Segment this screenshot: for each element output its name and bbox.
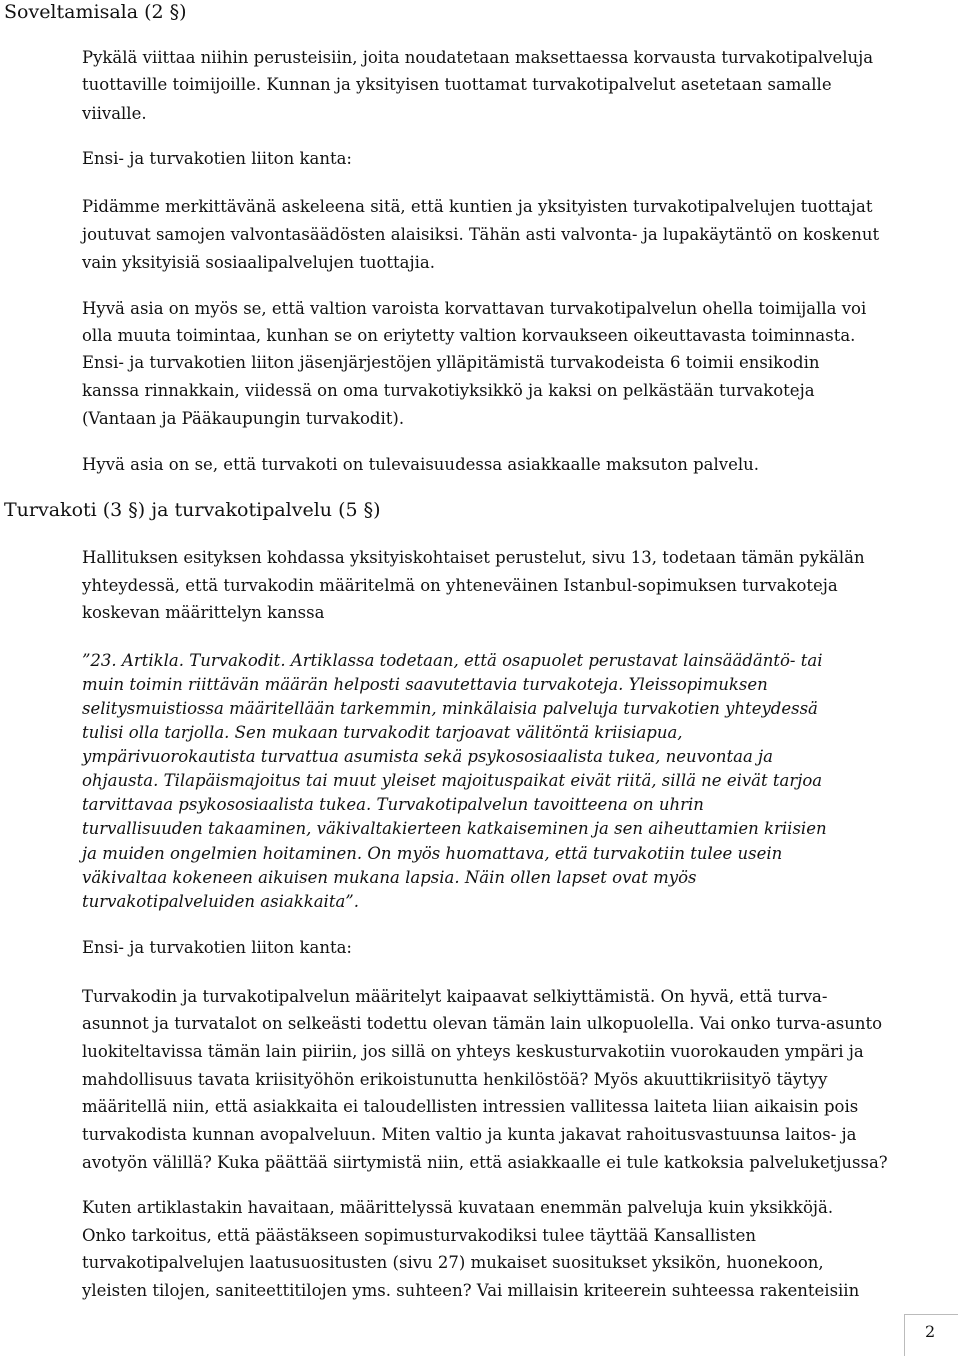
statement-label: Ensi- ja turvakotien liiton kanta: — [82, 938, 352, 957]
text-line: joutuvat samojen valvontasäädösten alaisiksi. Tähän asti valvonta- ja lupakäytäntö on koskenut — [82, 225, 880, 244]
quote-line: ympärivuorokautista turvattua asumista sekä psykososiaalista tukea, neuvontaa ja — [82, 747, 773, 766]
section-heading-soveltamisala: Soveltamisala (2 §) — [4, 1, 187, 23]
text-line: viivalle. — [82, 104, 147, 123]
page-number: 2 — [925, 1322, 936, 1341]
text-line: vain yksityisiä sosiaalipalvelujen tuottajia. — [82, 253, 435, 272]
quote-line: tarvittavaa psykososiaalista tukea. Turvakotipalvelun tavoitteena on uhrin — [82, 795, 704, 814]
text-line: Hyvä asia on myös se, että valtion varoista korvattavan turvakotipalvelun ohella toimijalla voi — [82, 299, 867, 318]
text-line: Kuten artiklastakin havaitaan, määrittelyssä kuvataan enemmän palveluja kuin yksikköjä. — [82, 1198, 834, 1217]
text-line: määritellä niin, että asiakkaita ei taloudellisten intressien vallitessa laiteta liian aikaisin pois — [82, 1097, 859, 1116]
text-line: koskevan määrittelyn kanssa — [82, 603, 325, 622]
quote-line: muin toimin riittävän määrän helposti saavutettavia turvakoteja. Yleissopimuksen — [82, 675, 768, 694]
text-line: Pidämme merkittävänä askeleena sitä, että kuntien ja yksityisten turvakotipalvelujen tuottajat — [82, 197, 873, 216]
quote-line: turvallisuuden takaaminen, väkivaltakierteen katkaiseminen ja sen aiheuttamien kriisien — [82, 819, 827, 838]
text-line: Turvakodin ja turvakotipalvelun määritelyt kaipaavat selkiyttämistä. On hyvä, että turva- — [82, 987, 828, 1006]
text-line: yhteydessä, että turvakodin määritelmä on yhteneväinen Istanbul-sopimuksen turvakoteja — [82, 576, 838, 595]
statement-label: Ensi- ja turvakotien liiton kanta: — [82, 149, 352, 168]
text-line: mahdollisuus tavata kriisityöhön erikoistunutta henkilöstöä? Myös akuuttikriisityö täytyy — [82, 1070, 828, 1089]
text-line: Hallituksen esityksen kohdassa yksityiskohtaiset perustelut, sivu 13, todetaan tämän pykälän — [82, 548, 865, 567]
quote-line: väkivaltaa kokeneen aikuisen mukana lapsia. Näin ollen lapset ovat myös — [82, 868, 697, 887]
text-line: asunnot ja turvatalot on selkeästi todettu olevan tämän lain ulkopuolella. Vai onko turva-asunto — [82, 1014, 883, 1033]
text-line: olla muuta toimintaa, kunhan se on eriytetty valtion korvaukseen oikeuttavasta toiminnasta. — [82, 326, 856, 345]
text-line: Pykälä viittaa niihin perusteisiin, joita noudatetaan maksettaessa korvausta turvakotipalveluja — [82, 48, 874, 67]
quote-line: ja muiden ongelmien hoitaminen. On myös huomattava, että turvakotiin tulee usein — [82, 844, 783, 863]
text-line: (Vantaan ja Pääkaupungin turvakodit). — [82, 409, 405, 428]
text-line: Ensi- ja turvakotien liiton jäsenjärjestöjen ylläpitämistä turvakodeista 6 toimii ensikodin — [82, 353, 820, 372]
text-line: turvakodista kunnan avopalveluun. Miten valtio ja kunta jakavat rahoitusvastuunsa laitos- ja — [82, 1125, 857, 1144]
quote-line: selitysmuistiossa määritellään tarkemmin, minkälaisia palveluja turvakotien yhteydessä — [82, 699, 818, 718]
section-heading-turvakoti: Turvakoti (3 §) ja turvakotipalvelu (5 §) — [4, 499, 381, 521]
quote-line: tulisi olla tarjolla. Sen mukaan turvakodit tarjoavat välitöntä kriisiapua, — [82, 723, 683, 742]
quote-line: turvakotipalveluiden asiakkaita”. — [82, 892, 359, 911]
text-line: Hyvä asia on se, että turvakoti on tulevaisuudessa asiakkaalle maksuton palvelu. — [82, 455, 759, 474]
text-line: Onko tarkoitus, että päästäkseen sopimusturvakodiksi tulee täyttää Kansallisten — [82, 1226, 756, 1245]
text-line: kanssa rinnakkain, viidessä on oma turvakotiyksikkö ja kaksi on pelkästään turvakoteja — [82, 381, 815, 400]
quote-line: ”23. Artikla. Turvakodit. Artiklassa todetaan, että osapuolet perustavat lainsäädäntö- tai — [82, 651, 823, 670]
text-line: tuottaville toimijoille. Kunnan ja yksityisen tuottamat turvakotipalvelut asetetaan samalle — [82, 75, 832, 94]
text-line: turvakotipalvelujen laatusuositusten (sivu 27) mukaiset suositukset yksikön, huonekoon, — [82, 1253, 824, 1272]
text-line: luokiteltavissa tämän lain piiriin, jos sillä on yhteys keskusturvakotiin vuorokauden ympäri ja — [82, 1042, 864, 1061]
text-line: yleisten tilojen, saniteettitilojen yms. suhteen? Vai millaisin kriteerein suhteessa rakenteisiin — [82, 1281, 860, 1300]
text-line: avotyön välillä? Kuka päättää siirtymistä niin, että asiakkaalle ei tule katkoksia palveluketjussa? — [82, 1153, 888, 1172]
quote-line: ohjausta. Tilapäismajoitus tai muut yleiset majoituspaikat eivät riitä, sillä ne eivät tarjoa — [82, 771, 823, 790]
